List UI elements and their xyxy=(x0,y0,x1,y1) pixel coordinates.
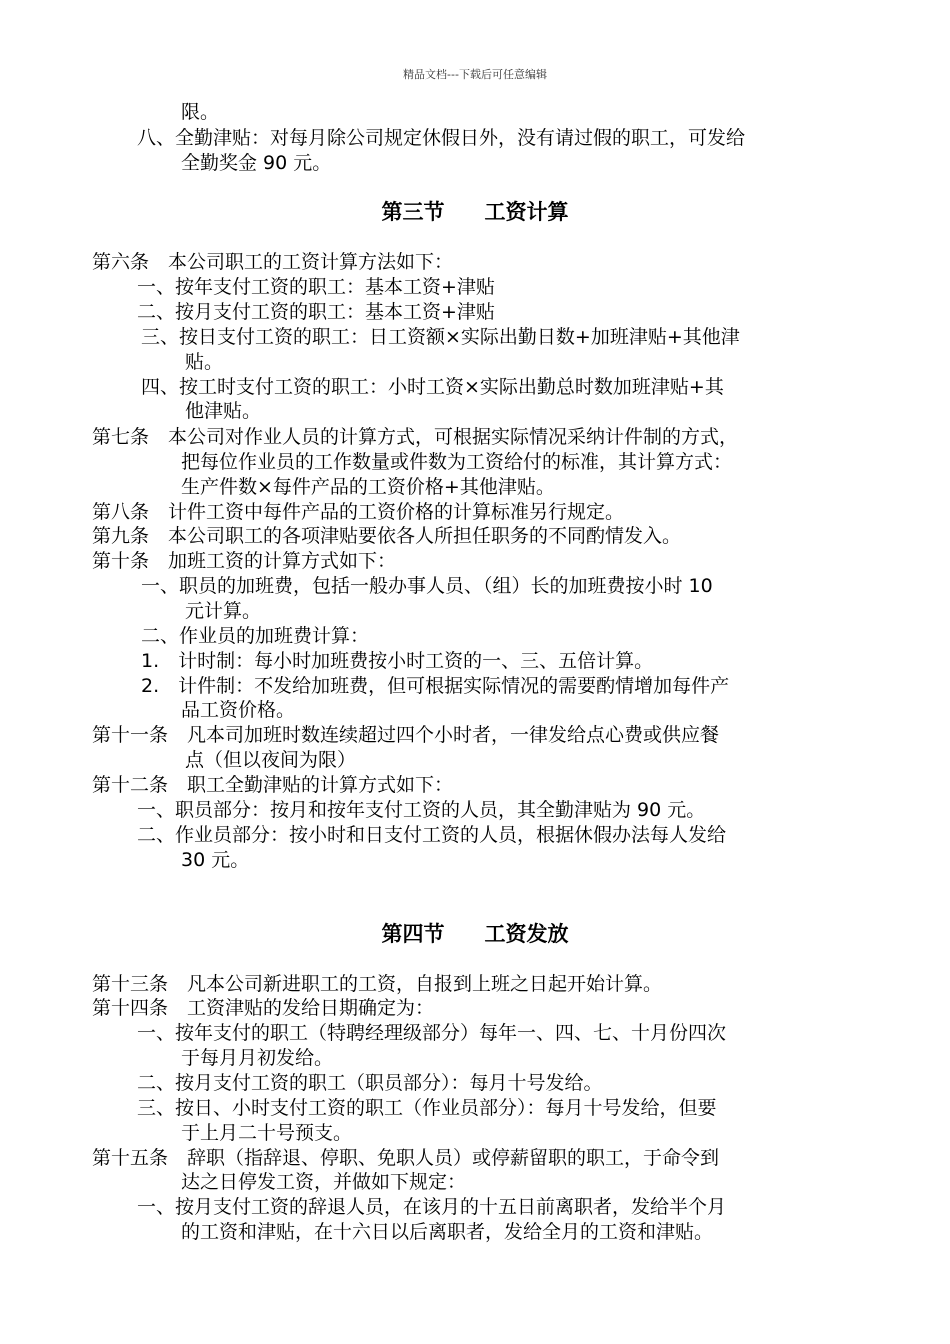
text-line: 第七条 本公司对作业人员的计算方式，可根据实际情况采纳计件制的方式， xyxy=(92,426,739,448)
text-line: 一、按年支付的职工（特聘经理级部分）每年一、四、七、十月份四次 xyxy=(137,1022,727,1044)
text-line: 四、按工时支付工资的职工：小时工资×实际出勤总时数加班津贴+其 xyxy=(141,376,724,398)
text-line: 他津贴。 xyxy=(185,400,262,422)
section-heading-3 xyxy=(0,199,950,225)
text-line: 第八条 计件工资中每件产品的工资价格的计算标准另行规定。 xyxy=(92,501,625,523)
text-line: 一、按年支付工资的职工：基本工资+津贴 xyxy=(137,276,495,298)
text-line: 二、按月支付工资的职工（职员部分）：每月十号发给。 xyxy=(137,1072,603,1094)
text-line: 的工资和津贴，在十六日以后离职者，发给全月的工资和津贴。 xyxy=(181,1221,714,1243)
text-line: 1. 计时制：每小时加班费按小时工资的一、三、五倍计算。 xyxy=(141,650,654,672)
text-line: 元计算。 xyxy=(185,600,262,622)
text-line: 一、职员的加班费，包括一般办事人员、（组）长的加班费按小时 10 xyxy=(141,575,713,597)
text-line: 于每月月初发给。 xyxy=(181,1047,334,1069)
section-number: 第四节 xyxy=(381,922,445,946)
text-line: 第十四条 工资津贴的发给日期确定为： xyxy=(92,997,435,1019)
page-header: 精品文档---下载后可任意编辑 xyxy=(403,68,547,81)
text-line: 二、作业员的加班费计算： xyxy=(141,625,370,647)
text-line: 一、按月支付工资的辞退人员，在该月的十五日前离职者，发给半个月 xyxy=(137,1196,727,1218)
section-title: 工资发放 xyxy=(484,922,569,946)
text-line: 一、职员部分：按月和按年支付工资的人员，其全勤津贴为 90 元。 xyxy=(137,799,706,821)
text-line: 三、按日支付工资的职工：日工资额×实际出勤日数+加班津贴+其他津 xyxy=(141,326,740,348)
text-line: 八、全勤津贴：对每月除公司规定休假日外，没有请过假的职工，可发给 xyxy=(137,127,746,149)
text-line: 把每位作业员的工作数量或件数为工资给付的标准，其计算方式： xyxy=(181,451,733,473)
text-line: 生产件数×每件产品的工资价格+其他津贴。 xyxy=(181,476,555,498)
text-line: 第十五条 辞职（指辞退、停职、免职人员）或停薪留职的职工，于命令到 xyxy=(92,1147,720,1169)
text-line: 二、按月支付工资的职工：基本工资+津贴 xyxy=(137,301,495,323)
text-line: 第十一条 凡本司加班时数连续超过四个小时者，一律发给点心费或供应餐 xyxy=(92,724,720,746)
text-line: 贴。 xyxy=(185,351,224,373)
text-line: 第十二条 职工全勤津贴的计算方式如下： xyxy=(92,774,454,796)
text-line: 2. 计件制：不发给加班费，但可根据实际情况的需要酌情增加每件产 xyxy=(141,675,730,697)
section-title: 工资计算 xyxy=(484,200,569,224)
text-line: 第十条 加班工资的计算方式如下： xyxy=(92,550,397,572)
text-line: 第十三条 凡本公司新进职工的工资，自报到上班之日起开始计算。 xyxy=(92,973,663,995)
section-number: 第三节 xyxy=(381,200,445,224)
text-line: 于上月二十号预支。 xyxy=(181,1122,353,1144)
text-line: 点（但以夜间为限） xyxy=(185,749,357,771)
text-line: 第九条 本公司职工的各项津贴要依各人所担任职务的不同酌情发入。 xyxy=(92,525,682,547)
text-line: 品工资价格。 xyxy=(181,699,296,721)
text-line: 二、作业员部分：按小时和日支付工资的人员，根据休假办法每人发给 xyxy=(137,824,727,846)
section-heading-4 xyxy=(0,921,950,947)
text-line: 三、按日、小时支付工资的职工（作业员部分）：每月十号发给，但要 xyxy=(137,1097,717,1119)
text-line: 限。 xyxy=(181,101,220,123)
text-line: 30 元。 xyxy=(181,849,250,871)
text-line: 第六条 本公司职工的工资计算方法如下： xyxy=(92,251,454,273)
text-line: 达之日停发工资，并做如下规定： xyxy=(181,1171,467,1193)
text-line: 全勤奖金 90 元。 xyxy=(181,152,332,174)
